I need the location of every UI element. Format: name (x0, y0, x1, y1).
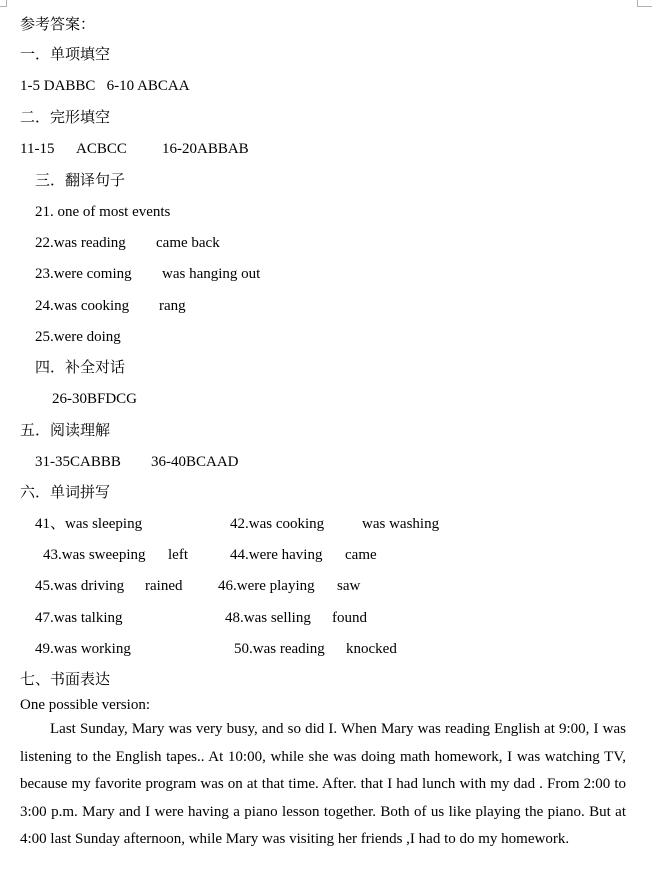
section-4-answers: 26-30BFDCG (52, 391, 138, 407)
answer-45-46-row (35, 576, 635, 596)
section-7-heading: 七、书面表达 (20, 670, 111, 688)
answer-46a: 46.were playing (218, 578, 315, 594)
section-3-heading: 三．翻译句子 (35, 171, 126, 189)
answer-43a: 43.was sweeping (43, 547, 146, 563)
answer-16-20: 16-20ABBAB (162, 141, 249, 157)
answer-11-15-value: ACBCC (76, 141, 127, 157)
answer-44b: came (345, 547, 377, 563)
essay-intro: One possible version: (20, 697, 150, 713)
section-2-answers (20, 139, 640, 159)
answer-22a: 22.was reading (35, 235, 126, 251)
answer-48a: 48.was selling (225, 610, 311, 626)
answer-25: 25.were doing (35, 329, 121, 345)
answer-41-42-row (35, 514, 635, 534)
answer-47-48-row (35, 608, 635, 628)
answer-44a: 44.were having (230, 547, 323, 563)
answer-42b: was washing (362, 516, 440, 532)
answer-49: 49.was working (35, 641, 131, 657)
answer-36-40: 36-40BCAAD (151, 454, 239, 470)
answer-24b: rang (159, 298, 186, 314)
answer-23a: 23.were coming (35, 266, 132, 282)
answer-41: 41、was sleeping (35, 516, 143, 532)
answer-49-50-row (35, 639, 635, 659)
answer-43-44-row (35, 545, 635, 565)
page-corner-mark-left (0, 0, 7, 7)
answer-45a: 45.was driving (35, 578, 125, 594)
section-6-heading: 六．单词拼写 (20, 483, 111, 501)
answer-24-row (35, 296, 635, 316)
answer-45b: rained (145, 578, 183, 594)
answer-47: 47.was talking (35, 610, 123, 626)
section-4-heading: 四．补全对话 (35, 358, 126, 376)
section-1-heading: 一．单项填空 (20, 45, 111, 63)
page-title: 参考答案： (20, 15, 96, 33)
section-5-answers (35, 452, 635, 472)
answer-50b: knocked (346, 641, 397, 657)
answer-23-row (35, 264, 635, 284)
answer-11-15-label: 11-15 (20, 141, 55, 157)
answer-31-35: 31-35CABBB (35, 454, 121, 470)
answer-50a: 50.was reading (234, 641, 325, 657)
answer-42a: 42.was cooking (230, 516, 325, 532)
answer-23b: was hanging out (162, 266, 261, 282)
section-5-heading: 五．阅读理解 (20, 421, 111, 439)
essay-paragraph: Last Sunday, Mary was very busy, and so did I. When Mary was reading English at 9:00, I was listening to the English tapes.. At 10:00, while she was doing math homework, I was watching TV, because my favorite program was on at that time. After. that I had lunch with my dad . From 2:00 to 3:00 p.m. Mary and I were having a piano lesson together. Both of us like playing the piano. But at 4:00 last Sunday afternoon, while Mary was visiting her friends ,I had to do my homework. (20, 721, 626, 847)
answer-22-row (35, 233, 635, 253)
answer-43b: left (168, 547, 188, 563)
answer-48b: found (332, 610, 367, 626)
answer-46b: saw (337, 578, 361, 594)
section-2-heading: 二．完形填空 (20, 108, 111, 126)
page-corner-mark-right (637, 0, 652, 7)
answer-21: 21. one of most events (35, 204, 171, 220)
section-1-answers: 1-5 DABBC 6-10 ABCAA (20, 78, 190, 94)
answer-22b: came back (156, 235, 220, 251)
answer-24a: 24.was cooking (35, 298, 130, 314)
